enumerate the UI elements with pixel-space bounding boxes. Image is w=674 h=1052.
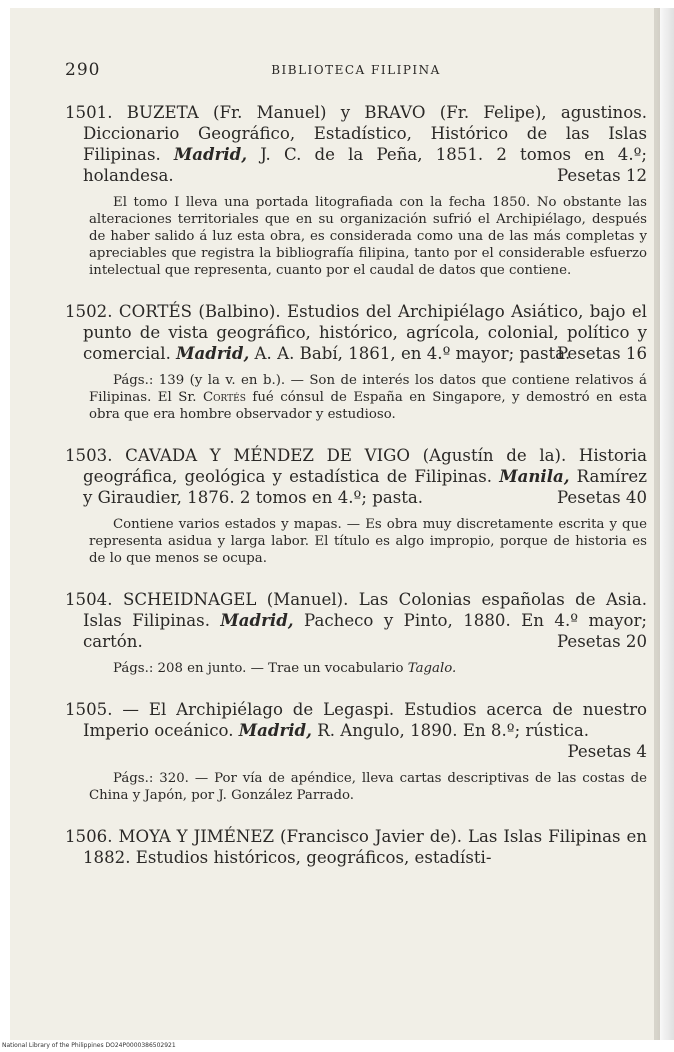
- entry-heading: 1502. CORTÉS (Balbino). Estudios del Archipiélago Asiático, bajo el punto de vista geográfico, histórico, agrícola, colonial, político y comercial. Madrid, A. A. Babí, 1861, en 4.º mayor; pasta.: [65, 302, 647, 363]
- imprint-place: Madrid,: [176, 343, 250, 363]
- entry-heading: 1505. — El Archipiélago de Legaspi. Estudios acerca de nuestro Imperio oceánico. Madrid, R. Angulo, 1890. En 8.º; rústica.: [65, 700, 647, 740]
- page-number: 290: [65, 60, 101, 80]
- entry-heading: 1506. MOYA Y JIMÉNEZ (Francisco Javier de). Las Islas Filipinas en 1882. Estudios históricos, geográficos, estadísti-: [65, 827, 647, 867]
- page-edge-shadow: [656, 8, 674, 1044]
- entry-number: 1503.: [65, 446, 113, 465]
- entry-heading: 1501. BUZETA (Fr. Manuel) y BRAVO (Fr. Felipe), agustinos. Diccionario Geográfico, Estadístico, Histórico de las Islas Filipinas. Madrid, J. C. de la Peña, 1851. 2 tomos en 4.º; holandesa.: [65, 103, 647, 185]
- entry-1502: [65, 301, 647, 423]
- page-text-block: [65, 60, 647, 890]
- entry-price: Pesetas 40: [556, 488, 647, 507]
- entry-number: 1506.: [65, 827, 113, 846]
- entry-heading: 1504. SCHEIDNAGEL (Manuel). Las Colonias españolas de Asia. Islas Filipinas. Madrid, Pacheco y Pinto, 1880. En 4.º mayor; cartón.: [65, 590, 647, 651]
- imprint-place: Madrid,: [238, 720, 312, 740]
- entry-1506: [65, 826, 647, 868]
- entry-price: Pesetas 12: [556, 166, 647, 185]
- entry-note: Contiene varios estados y mapas. — Es obra muy discretamente escrita y que representa asidua y larga labor. El título es algo impropio, porque de historia es de lo que menos se ocupa.: [89, 517, 647, 566]
- entry-note: Págs.: 208 en junto. — Trae un vocabulario Tagalo.: [113, 661, 457, 676]
- book-page: [10, 8, 660, 1044]
- entry-note: El tomo I lleva una portada litografiada con la fecha 1850. No obstante las alteraciones territoriales que en su organización sufrió el Archipiélago, después de haber salido á luz esta obra, es considerada como una de las más completas y apreciables que registra la bibliografía filipina, tanto por el considerable esfuerzo intelectual que representa, cuanto por el caudal de datos que contiene.: [89, 195, 647, 278]
- entry-number: 1504.: [65, 590, 113, 609]
- entry-price: Pesetas 20: [556, 632, 647, 651]
- entry-heading: 1503. CAVADA Y MÉNDEZ DE VIGO (Agustín de la). Historia geográfica, geológica y estadística de Filipinas. Manila, Ramírez y Giraudier, 1876. 2 tomos en 4.º; pasta.: [65, 446, 647, 507]
- entry-number: 1505.: [65, 700, 113, 719]
- running-head: [65, 60, 647, 86]
- imprint-place: Madrid,: [173, 144, 248, 164]
- entry-1505: [65, 699, 647, 804]
- running-title: BIBLIOTECA FILIPINA: [271, 63, 441, 77]
- entry-1501: [65, 102, 647, 279]
- entry-price: Pesetas 4: [567, 742, 647, 761]
- scan-credit: National Library of the Philippines DO24P0000386502921: [0, 1040, 674, 1052]
- entry-1503: [65, 445, 647, 567]
- entry-1504: [65, 589, 647, 677]
- entry-note: Págs.: 320. — Por vía de apéndice, lleva cartas descriptivas de las costas de China y Japón, por J. González Parrado.: [89, 771, 647, 803]
- imprint-place: Madrid,: [220, 610, 294, 630]
- entry-price: Pesetas 16: [556, 344, 647, 363]
- entry-number: 1501.: [65, 103, 113, 122]
- entry-note: Págs.: 139 (y la v. en b.). — Son de interés los datos que contiene relativos á Filipinas. El Sr. Cortés fué cónsul de España en Singapore, y demostró en esta obra que era hombre observador y estudioso.: [89, 373, 647, 422]
- imprint-place: Manila,: [499, 466, 570, 486]
- entry-number: 1502.: [65, 302, 113, 321]
